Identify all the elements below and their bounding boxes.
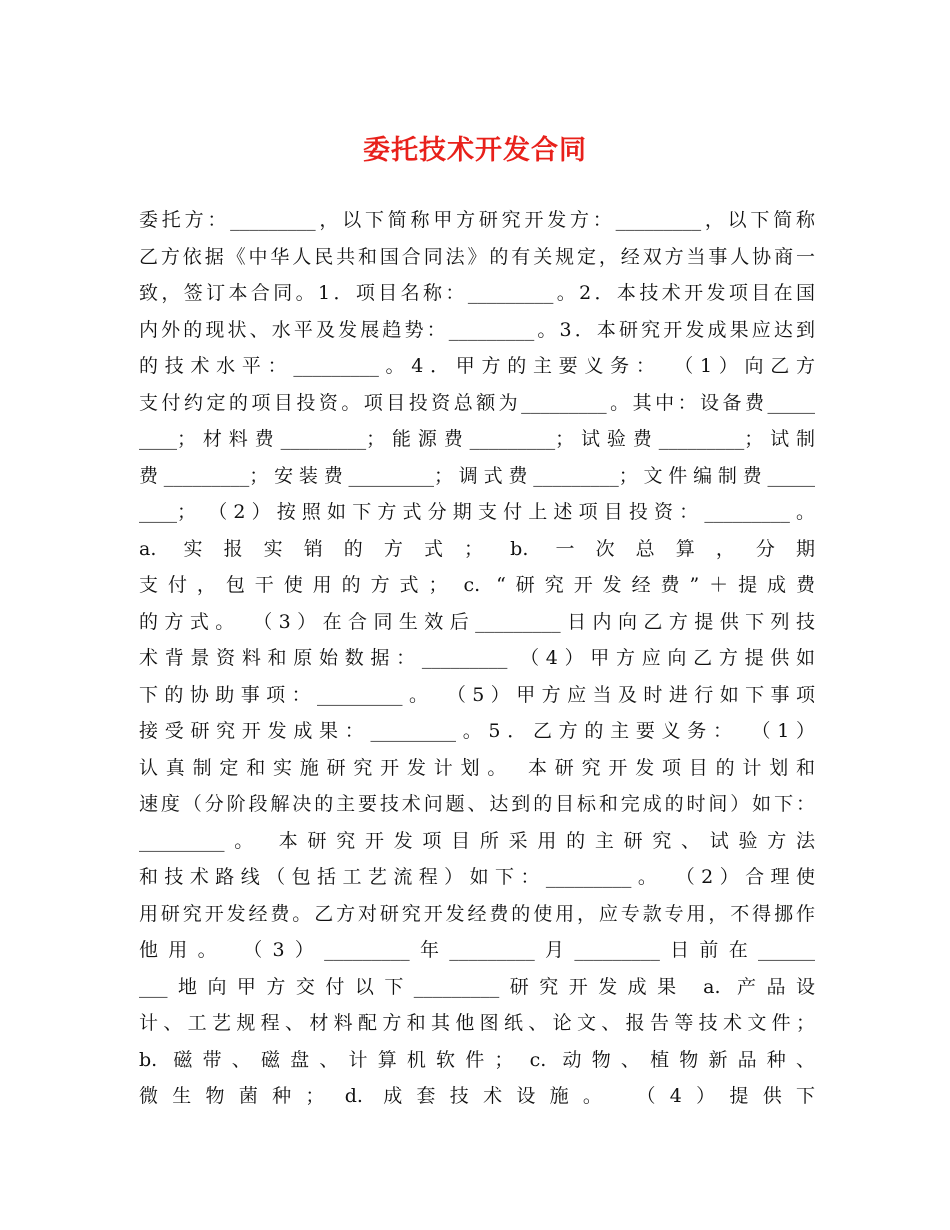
text-line: 和技术路线（包括工艺流程）如下：_________。 （2）合理使 — [139, 866, 815, 888]
text-line: 支付约定的项目投资。项目投资总额为_________。其中：设备费_____ — [139, 391, 815, 414]
text-line: 费_________；安装费_________；调式费_________；文件编制费_____ — [139, 464, 815, 487]
text-line: _________。 本研究开发项目所采用的主研究、试验方法 — [139, 829, 815, 852]
text-line: 计、工艺规程、材料配方和其他图纸、论文、报告等技术文件； — [139, 1012, 815, 1034]
text-line: 他用。 （3）_________年_________月_________日前在______ — [139, 939, 815, 961]
text-line: 内外的现状、水平及发展趋势：_________。3．本研究开发成果应达到 — [139, 318, 815, 341]
text-line: b. 磁带、磁盘、计算机软件； c. 动物、植物新品种、 — [139, 1048, 815, 1071]
text-line: 微生物菌种； d. 成套技术设施。 （4）提供下 — [139, 1085, 815, 1107]
text-line: a. 实报实销的方式； b. 一次总算，分期 — [139, 537, 815, 560]
text-line: ___地向甲方交付以下_________研究开发成果 a. 产品设 — [139, 975, 815, 998]
text-line: ____；材料费_________；能源费_________；试验费_________；试制 — [139, 428, 815, 450]
text-line: 接受研究开发成果：_________。5．乙方的主要义务： （1） — [139, 720, 815, 742]
text-line: 的方式。 （3）在合同生效后_________日内向乙方提供下列技 — [139, 610, 815, 633]
text-line: 下的协助事项：_________。 （5）甲方应当及时进行如下事项 — [139, 683, 815, 706]
text-line: 支付，包干使用的方式； c. “研究开发经费”＋提成费 — [139, 574, 815, 596]
text-line: 委托方：_________，以下简称甲方研究开发方：_________，以下简称 — [139, 209, 815, 231]
text-line: 致，签订本合同。1．项目名称：_________。2．本技术开发项目在国 — [139, 282, 815, 304]
text-line: 用研究开发经费。乙方对研究开发经费的使用，应专款专用，不得挪作 — [139, 902, 815, 925]
text-line: 术背景资料和原始数据：_________ （4）甲方应向乙方提供如 — [139, 647, 815, 669]
text-line: 乙方依据《中华人民共和国合同法》的有关规定，经双方当事人协商一 — [139, 245, 815, 268]
text-line: 认真制定和实施研究开发计划。 本研究开发项目的计划和 — [139, 756, 815, 779]
text-line: 速度（分阶段解决的主要技术问题、达到的目标和完成的时间）如下： — [139, 793, 815, 815]
document-title: 委托技术开发合同 — [363, 135, 587, 166]
document-body — [139, 202, 815, 1115]
text-line: ____； （2）按照如下方式分期支付上述项目投资：_________。 — [139, 501, 815, 523]
text-line: 的技术水平：_________。4．甲方的主要义务： （1）向乙方 — [139, 355, 815, 377]
